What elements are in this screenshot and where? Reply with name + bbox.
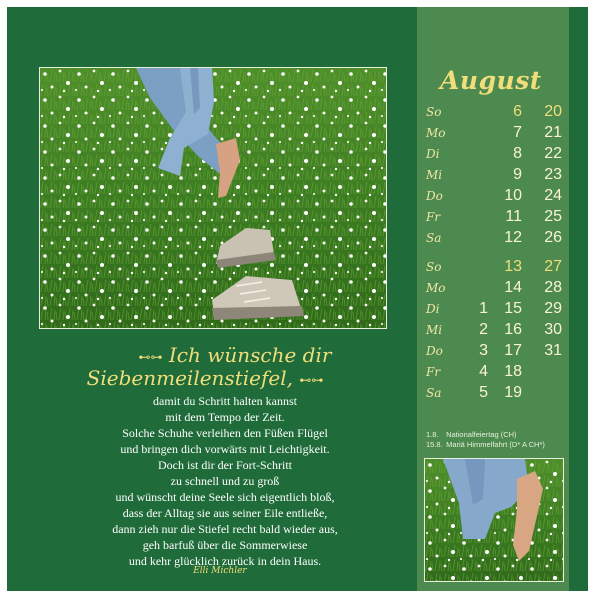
- month-title: August: [440, 66, 542, 95]
- poem-line: und bringen dich vorwärts mit Leichtigkeit.: [120, 442, 330, 456]
- date-number: 1: [479, 300, 488, 317]
- poem-title-line-2: [40, 366, 410, 390]
- weekday-label: Di: [426, 147, 440, 161]
- poem-line: damit du Schritt halten kannst: [153, 394, 297, 408]
- weekday-label: Mo: [426, 126, 446, 140]
- date-number: 19: [504, 384, 522, 401]
- date-number: 25: [544, 208, 562, 225]
- weekday-label: Mo: [426, 281, 446, 295]
- calendar-row: [424, 279, 572, 299]
- poem-line: Solche Schuhe verleihen den Füßen Flügel: [122, 426, 328, 440]
- barefoot-illustration: [425, 459, 563, 581]
- date-number: 21: [544, 124, 562, 141]
- calendar-row: [424, 258, 572, 278]
- date-number: 12: [504, 229, 522, 246]
- weekday-label: Do: [426, 344, 443, 358]
- date-number: 18: [504, 363, 522, 380]
- date-number: 4: [479, 363, 488, 380]
- calendar-row: [424, 342, 572, 362]
- date-number: 22: [544, 145, 562, 162]
- date-number: 24: [544, 187, 562, 204]
- date-number: 10: [504, 187, 522, 204]
- date-number: 23: [544, 166, 562, 183]
- calendar-row: [424, 300, 572, 320]
- calendar-row: [424, 321, 572, 341]
- weekday-label: Mi: [426, 168, 443, 182]
- weekday-label: Sa: [426, 386, 442, 400]
- date-number: 26: [544, 229, 562, 246]
- calendar-row: [424, 103, 572, 123]
- date-number: 14: [504, 279, 522, 296]
- poem-line: und kehr glücklich zurück in dein Haus.: [128, 554, 322, 568]
- date-number: 31: [544, 342, 562, 359]
- poem-author: Elli Michler: [193, 566, 247, 576]
- weekday-label: So: [426, 105, 442, 119]
- meadow-photo: [39, 67, 387, 329]
- weekday-label: Do: [426, 189, 443, 203]
- date-number: 16: [504, 321, 522, 338]
- calendar-row: [424, 187, 572, 207]
- edge-strip: [569, 7, 588, 591]
- poem-line: und wünscht deine Seele sich eigentlich bloß,: [115, 490, 335, 504]
- poem-title-line-1: [40, 343, 410, 367]
- date-number: 2: [479, 321, 488, 338]
- poem-line: geh barfuß über die Sommerwiese: [142, 538, 308, 552]
- date-number: 29: [544, 300, 562, 317]
- ornament-left-icon: ⊷⊶: [138, 349, 163, 364]
- date-number: 8: [513, 145, 522, 162]
- date-number: 15: [504, 300, 522, 317]
- poem-line: dann zieh nur die Stiefel recht bald wieder aus,: [112, 522, 338, 536]
- calendar-row: [424, 145, 572, 165]
- poem-line: mit dem Tempo der Zeit.: [165, 410, 285, 424]
- date-number: 6: [513, 103, 522, 120]
- poem-title-text: Ich wünsche dir: [168, 343, 332, 367]
- ornament-right-icon: ⊷⊶: [299, 372, 324, 387]
- holiday-list: [426, 430, 571, 450]
- poem-text: [40, 393, 410, 569]
- poem-line: dass der Alltag sie aus seiner Eile entließe,: [122, 506, 328, 520]
- holiday-entry: [426, 430, 571, 440]
- barefoot-photo: [424, 458, 564, 582]
- date-number: 28: [544, 279, 562, 296]
- date-number: 11: [505, 208, 522, 225]
- calendar-row: [424, 166, 572, 186]
- poem-title-text: Siebenmeilenstiefel,: [86, 366, 293, 390]
- calendar-row: [424, 208, 572, 228]
- date-number: 27: [544, 258, 562, 275]
- weekday-label: Sa: [426, 231, 442, 245]
- holiday-entry: [426, 440, 571, 450]
- date-number: 9: [513, 166, 522, 183]
- date-number: 17: [504, 342, 522, 359]
- holiday-date: 1.8.: [426, 430, 439, 439]
- meadow-illustration: [40, 68, 386, 328]
- date-number: 30: [544, 321, 562, 338]
- date-number: 13: [504, 258, 522, 275]
- weekday-label: Di: [426, 302, 440, 316]
- holiday-name: Nationalfeiertag (CH): [446, 430, 517, 439]
- calendar-row: [424, 124, 572, 144]
- holiday-name: Mariä Himmelfahrt (D* A CH*): [446, 440, 545, 449]
- weekday-label: Mi: [426, 323, 443, 337]
- date-number: 3: [479, 342, 488, 359]
- calendar-row: [424, 229, 572, 249]
- date-number: 5: [479, 384, 488, 401]
- date-number: 7: [513, 124, 522, 141]
- poem-line: zu schnell und zu groß: [170, 474, 280, 488]
- poem-line: Doch ist dir der Fort-Schritt: [158, 458, 292, 472]
- weekday-label: Fr: [426, 365, 441, 379]
- calendar-row: [424, 363, 572, 383]
- weekday-label: So: [426, 260, 442, 274]
- date-number: 20: [544, 103, 562, 120]
- calendar-row: [424, 384, 572, 404]
- weekday-label: Fr: [426, 210, 441, 224]
- holiday-date: 15.8.: [426, 440, 443, 449]
